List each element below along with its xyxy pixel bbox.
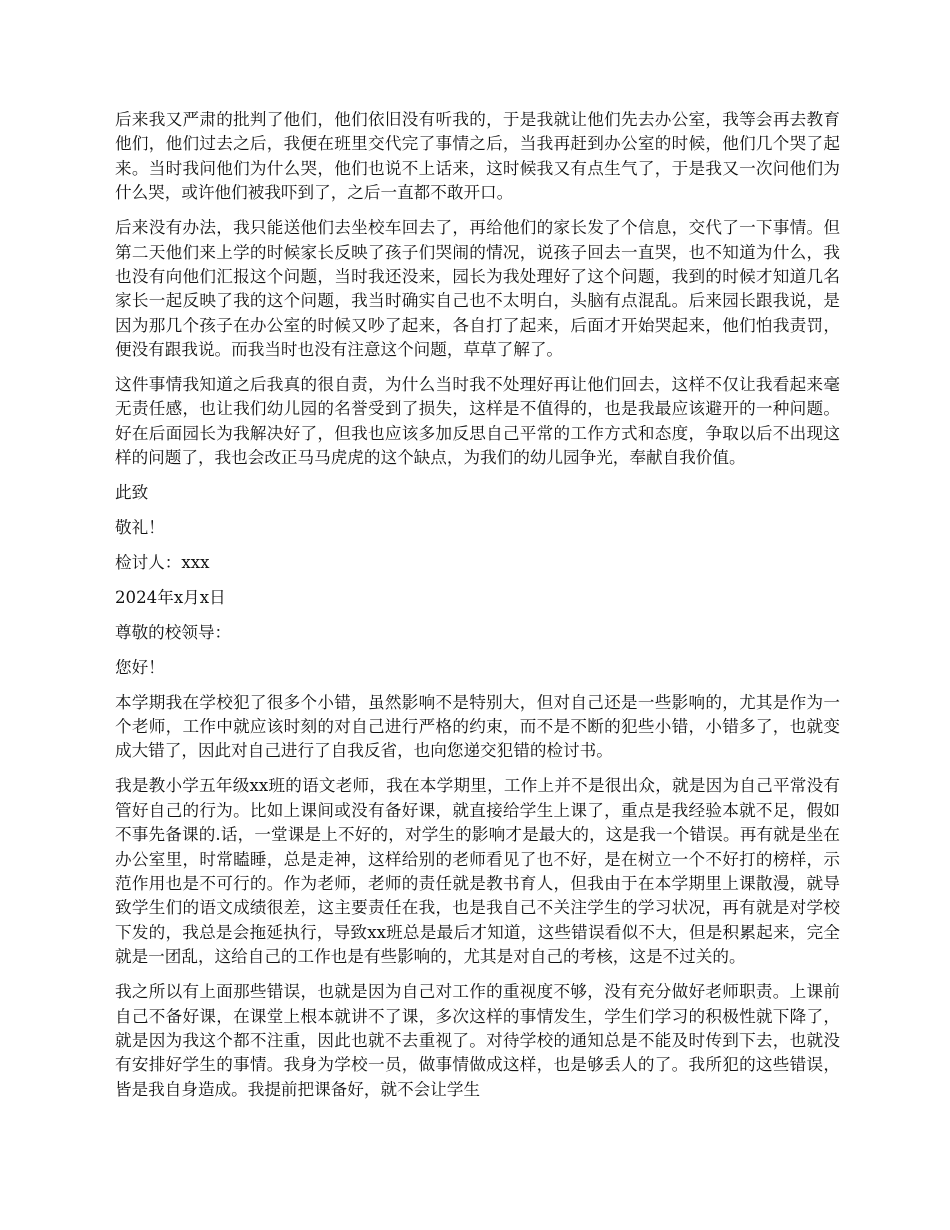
closing-salutation: 此致 bbox=[115, 483, 149, 503]
paragraph-reflection: 这件事情我知道之后我真的很自责，为什么当时我不处理好再让他们回去，这样不仅让我看起来毫无责任感，也让我们幼儿园的名誉受到了损失，这样是不值得的，也是我最应该避开的一种问题。好在后面园长为我解决好了，但我也应该多加反思自己平常的工作方式和态度，争取以后不出现这样的问题了，我也会改正马马虎虎的这个缺点，为我们的幼儿园争光，奉献自我价值。 bbox=[115, 375, 840, 468]
paragraph-causes: 我之所以有上面那些错误，也就是因为自己对工作的重视度不够，没有充分做好老师职责。上课前自己不备好课，在课堂上根本就讲不了课，多次这样的事情发生，学生们学习的积极性就下降了，就是因为我这个都不注重，因此也就不去重视了。对待学校的通知总是不能及时传到下去，也就没有安排好学生的事情。我身为学校一员，做事情做成这样，也是够丢人的了。我所犯的这些错误，皆是我自身造成。我提前把课备好，就不会让学生 bbox=[115, 982, 840, 1099]
paragraph-introduction: 本学期我在学校犯了很多个小错，虽然影响不是特别大，但对自己还是一些影响的，尤其是作为一个老师，工作中就应该时刻的对自己进行严格的约束，而不是不断的犯些小错，小错多了，也就变成大错了，因此对自己进行了自我反省，也向您递交犯错的检讨书。 bbox=[115, 692, 840, 761]
paragraph-incident: 后来我又严肃的批判了他们，他们依旧没有听我的，于是我就让他们先去办公室，我等会再去教育他们，他们过去之后，我便在班里交代完了事情之后，当我再赶到办公室的时候，他们几个哭了起来。当时我问他们为什么哭，他们也说不上话来，这时候我又有点生气了，于是我又一次问他们为什么哭，或许他们被我吓到了，之后一直都不敢开口。 bbox=[115, 110, 840, 203]
letter-addressee: 尊敬的校领导： bbox=[115, 622, 232, 642]
signature-line: 检讨人：xxx bbox=[115, 553, 210, 572]
paragraph-aftermath: 后来没有办法，我只能送他们去坐校车回去了，再给他们的家长发了个信息，交代了一下事情。但第二天他们来上学的时候家长反映了孩子们哭闹的情况，说孩子回去一直哭，也不知道为什么，我也没有向他们汇报这个问题，当时我还没来，园长为我处理好了这个问题，我到的时候才知道几名家长一起反映了我的这个问题，我当时确实自己也不太明白，头脑有点混乱。后来园长跟我说，是因为那几个孩子在办公室的时候又吵了起来，各自打了起来，后面才开始哭起来，他们怕我责罚，便没有跟我说。而我当时也没有注意这个问题，草草了解了。 bbox=[115, 218, 840, 360]
letter-greeting: 您好！ bbox=[115, 657, 165, 677]
closing-respect: 敬礼！ bbox=[115, 518, 165, 538]
document-body bbox=[115, 108, 840, 1113]
paragraph-mistakes: 我是教小学五年级xx班的语文老师，我在本学期里，工作上并不是很出众，就是因为自己平常没有管好自己的行为。比如上课间或没有备好课，就直接给学生上课了，重点是我经验本就不足，假如不事先备课的.话，一堂课是上不好的，对学生的影响才是最大的，这是我一个错误。再有就是坐在办公室里，时常瞌睡，总是走神，这样给别的老师看见了也不好，是在树立一个不好打的榜样，示范作用也是不可行的。作为老师，老师的责任就是教书育人，但我由于在本学期里上课散漫，就导致学生们的语文成绩很差，这主要责任在我，也是我自己不关注学生的学习状况，再有就是对学校下发的，我总是会拖延执行，导致xx班总是最后才知道，这些错误看似不大，但是积累起来，完全就是一团乱，这给自己的工作也是有些影响的，尤其是对自己的考核，这是不过关的。 bbox=[115, 776, 840, 967]
date-line: 2024年x月x日 bbox=[115, 587, 226, 607]
